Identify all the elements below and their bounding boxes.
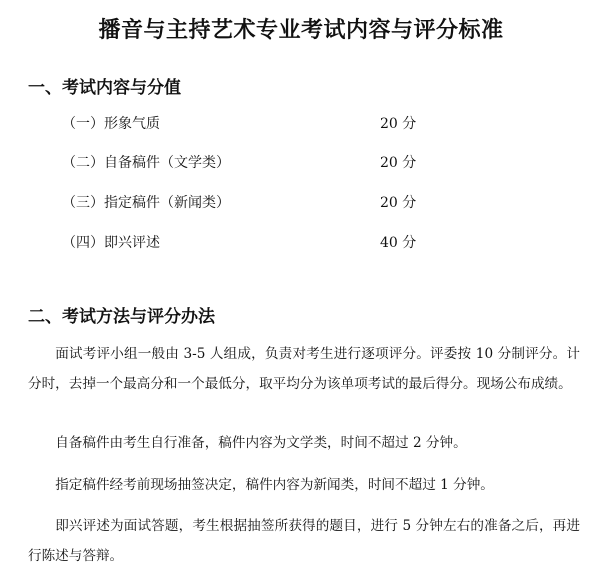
paragraph-assigned-script: 指定稿件经考前现场抽签决定，稿件内容为新闻类，时间不超过 1 分钟。 — [55, 477, 494, 493]
score-item-label: （三）指定稿件（新闻类） — [62, 195, 230, 211]
section-heading-exam-content: 一、考试内容与分值 — [28, 78, 181, 98]
score-item-value: 20 分 — [380, 155, 417, 171]
paragraph-impromptu-commentary: 即兴评述为面试答题，考生根据抽签所获得的题目，进行 5 分钟左右的准备之后，再进行陈述与答辩。 — [28, 518, 580, 564]
score-item-label: （四）即兴评述 — [62, 235, 160, 251]
paragraph-scoring-panel: 面试考评小组一般由 3-5 人组成，负责对考生进行逐项评分。评委按 10 分制评分。计分时，去掉一个最高分和一个最低分，取平均分为该单项考试的最后得分。现场公布成绩。 — [28, 346, 580, 392]
score-item — [62, 151, 462, 175]
score-item-label: （二）自备稿件（文学类） — [62, 155, 230, 171]
document-title: 播音与主持艺术专业考试内容与评分标准 — [98, 18, 504, 43]
score-item-value: 20 分 — [380, 195, 417, 211]
score-item-label: （一）形象气质 — [62, 116, 160, 132]
paragraph-self-prepared-script: 自备稿件由考生自行准备，稿件内容为文学类，时间不超过 2 分钟。 — [55, 435, 467, 451]
score-item — [62, 231, 462, 255]
section-heading-exam-method: 二、考试方法与评分办法 — [28, 307, 215, 327]
score-item-value: 20 分 — [380, 116, 417, 132]
score-item-value: 40 分 — [380, 235, 417, 251]
score-item — [62, 112, 462, 136]
score-item — [62, 191, 462, 215]
